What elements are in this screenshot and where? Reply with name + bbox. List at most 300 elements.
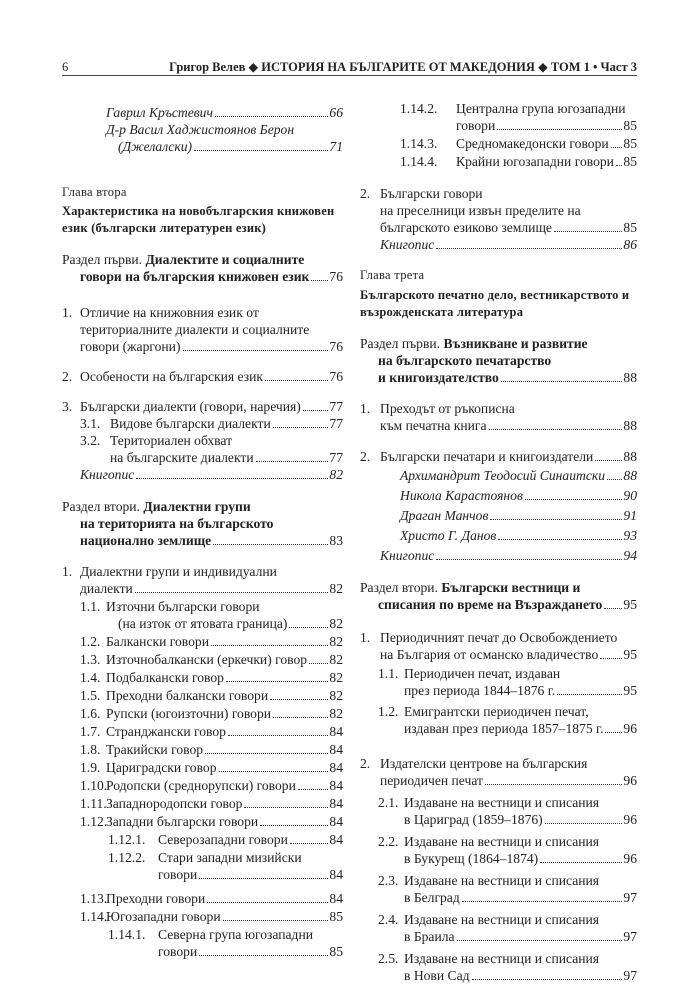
toc-entry-last-line bbox=[80, 466, 343, 483]
toc-entry[interactable] bbox=[360, 629, 637, 663]
book-title: ИСТОРИЯ НА БЪЛГАРИТЕ ОТ МАКЕДОНИЯ bbox=[261, 60, 535, 74]
dot-leader bbox=[605, 732, 622, 733]
toc-entry-number: 1. bbox=[360, 630, 371, 645]
toc-entry-line: териториалните диалекти и социалните bbox=[80, 322, 310, 337]
toc-entry-line: Издаване на вестници и списания bbox=[404, 873, 600, 888]
toc-entry-line: Периодичен печат, издаван bbox=[404, 666, 561, 681]
toc-entry-number: 2. bbox=[62, 369, 73, 384]
toc-entry-number: 2. bbox=[360, 186, 371, 201]
toc-entry-text: говори bbox=[456, 118, 496, 133]
toc-entry-text: Балкански говори bbox=[106, 634, 209, 649]
toc-entry-text: Югозападни говори bbox=[106, 909, 221, 924]
toc-entry-text: говори (жаргони) bbox=[80, 339, 181, 354]
toc-entry-last-line bbox=[110, 415, 343, 432]
dot-leader bbox=[604, 608, 622, 609]
toc-entry-last-line bbox=[158, 943, 343, 960]
page-number-ref: 95 bbox=[623, 597, 637, 612]
dot-leader bbox=[290, 843, 329, 844]
toc-entry-last-line bbox=[456, 117, 637, 134]
toc-entry-number: 1.14.1. bbox=[108, 927, 146, 942]
running-title bbox=[169, 59, 637, 76]
toc-entry[interactable] bbox=[62, 849, 343, 883]
dot-leader bbox=[436, 248, 622, 249]
toc-entry[interactable] bbox=[62, 741, 343, 758]
toc-entry-last-line bbox=[400, 487, 637, 504]
page-number-ref: 83 bbox=[329, 533, 343, 548]
page-number-ref: 82 bbox=[329, 467, 343, 482]
toc-entry-text: национално землище bbox=[80, 533, 212, 548]
dot-leader bbox=[616, 165, 622, 166]
page-number-ref: 91 bbox=[623, 508, 637, 523]
toc-entry[interactable] bbox=[360, 467, 637, 484]
toc-section-entry[interactable] bbox=[360, 579, 637, 613]
toc-entry[interactable] bbox=[360, 507, 637, 524]
toc-entry-last-line bbox=[404, 850, 637, 867]
page-number-ref: 95 bbox=[623, 683, 637, 698]
toc-entry-last-line bbox=[106, 813, 343, 830]
toc-entry[interactable] bbox=[360, 236, 637, 253]
toc-entry[interactable] bbox=[360, 547, 637, 564]
toc-entry-number: 2.5. bbox=[378, 951, 399, 966]
toc-entry-text: в Цариград (1859–1876) bbox=[404, 812, 543, 827]
toc-entry-number: 1.12.1. bbox=[108, 832, 146, 847]
page-number-ref: 97 bbox=[623, 929, 637, 944]
section-prefix: Раздел първи. bbox=[360, 336, 444, 351]
toc-entry[interactable] bbox=[360, 487, 637, 504]
toc-entry-number: 1.13. bbox=[80, 891, 108, 906]
page-number-ref: 85 bbox=[623, 136, 637, 151]
toc-entry[interactable] bbox=[62, 121, 343, 155]
dot-leader bbox=[256, 461, 329, 462]
toc-entry-number: 1.3. bbox=[80, 652, 101, 667]
toc-entry-text: Книгопис bbox=[380, 548, 435, 563]
page-number-ref: 95 bbox=[623, 647, 637, 662]
chapter-label-text: Глава втора bbox=[62, 185, 127, 199]
toc-entry-text: Български печатари и книгоиздатели bbox=[380, 449, 594, 464]
dot-leader bbox=[265, 380, 328, 381]
page-number-ref: 84 bbox=[329, 867, 343, 882]
toc-entry[interactable] bbox=[62, 368, 343, 385]
toc-entry-text: Български диалекти (говори, наречия) bbox=[80, 399, 301, 414]
toc-entry-last-line bbox=[404, 889, 637, 906]
toc-entry-line: Емигрантски периодичен печат, bbox=[404, 704, 589, 719]
toc-entry-number: 1. bbox=[360, 401, 371, 416]
toc-entry-line: Издаване на вестници и списания bbox=[404, 951, 600, 966]
toc-entry-line: Български говори bbox=[380, 186, 483, 201]
toc-entry-text: Гаврил Кръстевич bbox=[106, 105, 213, 120]
toc-entry[interactable] bbox=[62, 687, 343, 704]
toc-entry-last-line bbox=[360, 369, 637, 386]
page-number-ref: 86 bbox=[623, 237, 637, 252]
toc-entry-number: 2. bbox=[360, 756, 371, 771]
toc-entry-last-line bbox=[106, 687, 343, 704]
toc-entry-line: Характеристика на новобългарския книжовен bbox=[62, 204, 335, 218]
toc-entry[interactable] bbox=[360, 833, 637, 867]
toc-entry[interactable] bbox=[360, 794, 637, 828]
page-number-ref: 82 bbox=[329, 581, 343, 596]
dot-leader bbox=[244, 807, 328, 808]
toc-entry[interactable] bbox=[62, 705, 343, 722]
toc-column-right bbox=[360, 100, 637, 984]
toc-entry-number: 1.5. bbox=[80, 688, 101, 703]
toc-entry-text: Крайни югозападни говори bbox=[456, 154, 614, 169]
toc-entry-text: говори bbox=[158, 867, 198, 882]
toc-entry[interactable] bbox=[62, 908, 343, 925]
toc-entry-text: Архимандрит Теодосий Синаитски bbox=[400, 468, 606, 483]
toc-entry-text: Никола Карастоянов bbox=[400, 488, 523, 503]
toc-entry-number: 1.14. bbox=[80, 909, 108, 924]
page-number-ref: 85 bbox=[623, 154, 637, 169]
dot-leader bbox=[309, 663, 328, 664]
dot-leader bbox=[557, 694, 622, 695]
chapter-label bbox=[62, 184, 343, 201]
toc-entry-text: Книгопис bbox=[80, 467, 135, 482]
dot-leader bbox=[525, 499, 623, 500]
toc-entry-number: 2. bbox=[360, 449, 371, 464]
toc-entry-last-line bbox=[404, 967, 637, 984]
page-number-ref: 96 bbox=[623, 851, 637, 866]
toc-entry-text: (Джелалски) bbox=[118, 139, 193, 154]
dot-leader bbox=[273, 717, 328, 718]
page-number-ref: 82 bbox=[329, 706, 343, 721]
toc-entry-number: 1.12.2. bbox=[108, 850, 146, 865]
toc-entry-text: в Белград bbox=[404, 890, 460, 905]
toc-entry-last-line bbox=[62, 532, 343, 549]
toc-entry-text: Северозападни говори bbox=[158, 832, 288, 847]
toc-entry-number: 1.4. bbox=[80, 670, 101, 685]
toc-entry[interactable] bbox=[62, 563, 343, 597]
toc-entry-line: възрожденската литература bbox=[360, 305, 524, 319]
dot-leader bbox=[183, 350, 329, 351]
page-number-ref: 82 bbox=[329, 634, 343, 649]
toc-entry[interactable] bbox=[62, 598, 343, 632]
dot-leader bbox=[436, 559, 622, 560]
toc-entry-text: през периода 1844–1876 г. bbox=[404, 683, 556, 698]
toc-entry-line: Преходът от ръкописна bbox=[380, 401, 515, 416]
toc-entry[interactable] bbox=[62, 651, 343, 668]
dot-leader bbox=[554, 231, 622, 232]
dot-leader bbox=[273, 427, 329, 428]
toc-entry-last-line bbox=[456, 153, 637, 170]
section-title-text: Български вестници и bbox=[441, 580, 581, 595]
toc-entry[interactable] bbox=[360, 911, 637, 945]
page-number-ref: 85 bbox=[623, 220, 637, 235]
toc-entry-last-line bbox=[106, 908, 343, 925]
toc-entry-text: Източнобалкански (еркечки) говор bbox=[106, 652, 308, 667]
page-number-ref: 84 bbox=[329, 742, 343, 757]
toc-entry-number: 1.9. bbox=[80, 760, 101, 775]
toc-entry[interactable] bbox=[360, 950, 637, 984]
toc-entry-last-line bbox=[106, 633, 343, 650]
page-number-ref: 85 bbox=[329, 944, 343, 959]
page-number-ref: 85 bbox=[329, 909, 343, 924]
toc-entry-number: 1.2. bbox=[378, 704, 399, 719]
toc-entry-last-line bbox=[158, 831, 343, 848]
section-prefix: Раздел първи. bbox=[62, 252, 146, 267]
toc-entry-line: на преселници извън пределите на bbox=[380, 203, 581, 218]
toc-entry-text: Цариградски говор bbox=[106, 760, 217, 775]
toc-entry-line: Периодичният печат до Освобождението bbox=[380, 630, 618, 645]
toc-entry-number: 1. bbox=[62, 305, 73, 320]
toc-entry-text: Книгопис bbox=[380, 237, 435, 252]
toc-entry-line: Издаване на вестници и списания bbox=[404, 834, 600, 849]
toc-entry[interactable] bbox=[360, 185, 637, 236]
toc-entry-text: българското езиково землище bbox=[380, 220, 552, 235]
dot-leader bbox=[611, 147, 623, 148]
toc-entry-last-line bbox=[80, 398, 343, 415]
toc-entry-number: 2.2. bbox=[378, 834, 399, 849]
toc-entry-last-line bbox=[404, 682, 637, 699]
toc-entry-text: и книгоиздателство bbox=[378, 370, 499, 385]
toc-entry-line: Стари западни мизийски bbox=[158, 850, 302, 865]
toc-entry[interactable] bbox=[360, 872, 637, 906]
toc-entry-text: говори bbox=[158, 944, 198, 959]
toc-entry[interactable] bbox=[360, 153, 637, 170]
dot-leader bbox=[303, 410, 329, 411]
toc-entry-last-line bbox=[106, 890, 343, 907]
toc-entry-last-line bbox=[106, 104, 343, 121]
toc-entry[interactable] bbox=[360, 665, 637, 699]
toc-entry-last-line bbox=[400, 507, 637, 524]
toc-entry-line: Д-р Васил Хаджистоянов Берон bbox=[106, 122, 295, 137]
toc-entry-last-line bbox=[80, 368, 343, 385]
toc-entry[interactable] bbox=[62, 831, 343, 848]
toc-entry-number: 1.6. bbox=[80, 706, 101, 721]
toc-entry[interactable] bbox=[360, 100, 637, 134]
dot-leader bbox=[540, 862, 622, 863]
dot-leader bbox=[497, 129, 622, 130]
dot-leader bbox=[270, 699, 328, 700]
dot-leader bbox=[207, 902, 328, 903]
toc-entry[interactable] bbox=[360, 755, 637, 789]
toc-entry[interactable] bbox=[62, 398, 343, 415]
toc-entry-last-line bbox=[158, 866, 343, 883]
toc-entry[interactable] bbox=[62, 304, 343, 355]
toc-entry-text: списания по време на Възраждането bbox=[378, 597, 603, 612]
toc-entry-text: Преходни говори bbox=[106, 891, 206, 906]
section-title-text: Диалектни групи bbox=[143, 499, 251, 514]
toc-entry-text: Драган Манчов bbox=[400, 508, 489, 523]
toc-entry-number: 1.7. bbox=[80, 724, 101, 739]
toc-entry-text: говори на българския книжовен език bbox=[80, 269, 310, 284]
page-number-ref: 84 bbox=[329, 778, 343, 793]
toc-entry-last-line bbox=[456, 135, 637, 152]
page-number-ref: 76 bbox=[329, 269, 343, 284]
page-number-ref: 84 bbox=[329, 796, 343, 811]
dot-leader bbox=[501, 381, 623, 382]
toc-entry-last-line bbox=[106, 138, 343, 155]
toc-entry-number: 2.4. bbox=[378, 912, 399, 927]
section-title-text: Възникване и развитие bbox=[443, 336, 588, 351]
page-number-ref: 84 bbox=[329, 814, 343, 829]
volume-label: ТОМ 1 • Част 3 bbox=[550, 60, 637, 74]
toc-entry[interactable] bbox=[62, 795, 343, 812]
toc-entry-number: 3.2. bbox=[80, 433, 101, 448]
toc-entry-line: Източни български говори bbox=[106, 599, 260, 614]
toc-entry-line: на българското печатарство bbox=[378, 353, 552, 368]
running-header bbox=[62, 57, 637, 76]
toc-entry-last-line bbox=[360, 596, 637, 613]
dot-leader bbox=[260, 825, 328, 826]
page-number-ref: 96 bbox=[623, 721, 637, 736]
toc-entry-last-line bbox=[380, 448, 637, 465]
toc-entry[interactable] bbox=[360, 527, 637, 544]
toc-entry-line: Издателски центрове на българския bbox=[380, 756, 588, 771]
toc-entry[interactable] bbox=[62, 669, 343, 686]
toc-entry-last-line bbox=[106, 777, 343, 794]
page-number-ref: 88 bbox=[623, 418, 637, 433]
toc-entry[interactable] bbox=[62, 104, 343, 121]
toc-entry-text: Западни български говори bbox=[106, 814, 259, 829]
dot-leader bbox=[215, 116, 328, 117]
separator-icon: ◆ bbox=[248, 60, 259, 74]
toc-entry-last-line bbox=[404, 811, 637, 828]
toc-entry-last-line bbox=[110, 449, 343, 466]
toc-entry-text: Особености на българския език bbox=[80, 369, 263, 384]
toc-entry-line: Централна група югозападни bbox=[456, 101, 626, 116]
toc-entry[interactable] bbox=[62, 415, 343, 432]
dot-leader bbox=[472, 979, 623, 980]
toc-entry-number: 1.12. bbox=[80, 814, 108, 829]
dot-leader bbox=[213, 544, 328, 545]
toc-entry-text: диалекти bbox=[80, 581, 133, 596]
page-number-ref: 88 bbox=[623, 468, 637, 483]
toc-entry-number: 1.11. bbox=[80, 796, 107, 811]
toc-entry-last-line bbox=[106, 741, 343, 758]
toc-entry-last-line bbox=[380, 547, 637, 564]
dot-leader bbox=[194, 150, 328, 151]
toc-entry-last-line bbox=[400, 467, 637, 484]
dot-leader bbox=[219, 771, 329, 772]
page-number-ref: 82 bbox=[329, 616, 343, 631]
toc-entry[interactable] bbox=[62, 813, 343, 830]
toc-entry-number: 1.10. bbox=[80, 778, 108, 793]
dot-leader bbox=[223, 920, 329, 921]
toc-entry-number: 3. bbox=[62, 399, 73, 414]
toc-entry-number: 1.2. bbox=[80, 634, 101, 649]
dot-leader bbox=[311, 280, 328, 281]
toc-entry-number: 1.14.4. bbox=[400, 154, 438, 169]
toc-entry[interactable] bbox=[62, 723, 343, 740]
dot-leader bbox=[545, 823, 623, 824]
page-number-ref: 85 bbox=[623, 118, 637, 133]
page-number-ref: 88 bbox=[623, 449, 637, 464]
author-name: Григор Велев bbox=[169, 60, 246, 74]
page-number-ref: 82 bbox=[329, 670, 343, 685]
toc-entry-last-line bbox=[106, 723, 343, 740]
page-number-ref: 82 bbox=[329, 652, 343, 667]
toc-entry[interactable] bbox=[62, 759, 343, 776]
separator-icon: ◆ bbox=[538, 60, 548, 74]
toc-entry-text: в Нови Сад bbox=[404, 968, 470, 983]
toc-entry-line: Териториален обхват bbox=[110, 433, 233, 448]
toc-entry-line: Диалектни групи и индивидуални bbox=[80, 564, 277, 579]
toc-entry-last-line bbox=[380, 219, 637, 236]
toc-entry[interactable] bbox=[62, 890, 343, 907]
toc-section-entry[interactable] bbox=[62, 498, 343, 549]
toc-entry-text: Подбалкански говор bbox=[106, 670, 224, 685]
section-prefix: Раздел втори. bbox=[62, 499, 144, 514]
toc-entry[interactable] bbox=[62, 466, 343, 483]
dot-leader bbox=[226, 681, 328, 682]
toc-section-entry[interactable] bbox=[62, 251, 343, 285]
dot-leader bbox=[199, 955, 328, 956]
toc-entry-line bbox=[62, 498, 343, 515]
toc-entry[interactable] bbox=[360, 135, 637, 152]
toc-entry-line bbox=[62, 251, 343, 268]
toc-entry-last-line bbox=[80, 580, 343, 597]
toc-entry-line: Издаване на вестници и списания bbox=[404, 795, 600, 810]
toc-entry-text: периодичен печат bbox=[380, 773, 483, 788]
toc-entry[interactable] bbox=[62, 777, 343, 794]
toc-entry[interactable] bbox=[360, 448, 637, 465]
page-number-ref: 90 bbox=[623, 488, 637, 503]
page-number-ref: 84 bbox=[329, 724, 343, 739]
toc-entry[interactable] bbox=[360, 400, 637, 434]
dot-leader bbox=[457, 940, 623, 941]
page-number-ref: 76 bbox=[329, 369, 343, 384]
dot-leader bbox=[211, 645, 328, 646]
toc-entry-number: 3.1. bbox=[80, 416, 101, 431]
toc-entry[interactable] bbox=[62, 926, 343, 960]
dot-leader bbox=[199, 878, 328, 879]
page-number-ref: 97 bbox=[623, 968, 637, 983]
chapter-title bbox=[360, 287, 637, 321]
toc-entry-line: на територията на българското bbox=[80, 516, 274, 531]
toc-entry-text: Западнородопски говор bbox=[106, 796, 243, 811]
toc-entry-last-line bbox=[404, 720, 637, 737]
page-number-ref: 97 bbox=[623, 890, 637, 905]
toc-entry-line bbox=[360, 579, 637, 596]
toc-entry-last-line bbox=[380, 772, 637, 789]
toc-entry[interactable] bbox=[62, 432, 343, 466]
toc-entry-last-line bbox=[380, 417, 637, 434]
toc-entry-number: 1. bbox=[62, 564, 73, 579]
page-number-ref: 84 bbox=[329, 891, 343, 906]
page-number-ref: 84 bbox=[329, 760, 343, 775]
toc-entry-number: 1.1. bbox=[80, 599, 101, 614]
toc-entry-number: 1.1. bbox=[378, 666, 399, 681]
dot-leader bbox=[205, 753, 328, 754]
toc-entry-text: Средномакедонски говори bbox=[456, 136, 609, 151]
dot-leader bbox=[595, 460, 622, 461]
dot-leader bbox=[135, 592, 329, 593]
dot-leader bbox=[298, 789, 329, 790]
toc-entry-line: Издаване на вестници и списания bbox=[404, 912, 600, 927]
toc-entry-number: 1.8. bbox=[80, 742, 101, 757]
chapter-label bbox=[360, 267, 637, 284]
chapter-label-text: Глава трета bbox=[360, 268, 425, 282]
toc-entry[interactable] bbox=[62, 633, 343, 650]
page-number-ref: 88 bbox=[623, 370, 637, 385]
page-number-ref: 96 bbox=[623, 812, 637, 827]
toc-entry-line: Българското печатно дело, вестникарството и bbox=[360, 288, 630, 302]
toc-entry-last-line bbox=[106, 795, 343, 812]
dot-leader bbox=[489, 429, 623, 430]
toc-entry-line: Северна група югозападни bbox=[158, 927, 314, 942]
toc-entry-text: Христо Г. Данов bbox=[400, 528, 497, 543]
toc-entry[interactable] bbox=[360, 703, 637, 737]
toc-section-entry[interactable] bbox=[360, 335, 637, 386]
toc-entry-last-line bbox=[380, 646, 637, 663]
toc-entry-line: Отличие на книжовния език от bbox=[80, 305, 259, 320]
toc-entry-last-line bbox=[106, 651, 343, 668]
dot-leader bbox=[485, 784, 622, 785]
toc-column-left bbox=[62, 100, 343, 960]
toc-entry-last-line bbox=[404, 928, 637, 945]
page-number: 6 bbox=[62, 60, 69, 74]
dot-leader bbox=[462, 901, 623, 902]
